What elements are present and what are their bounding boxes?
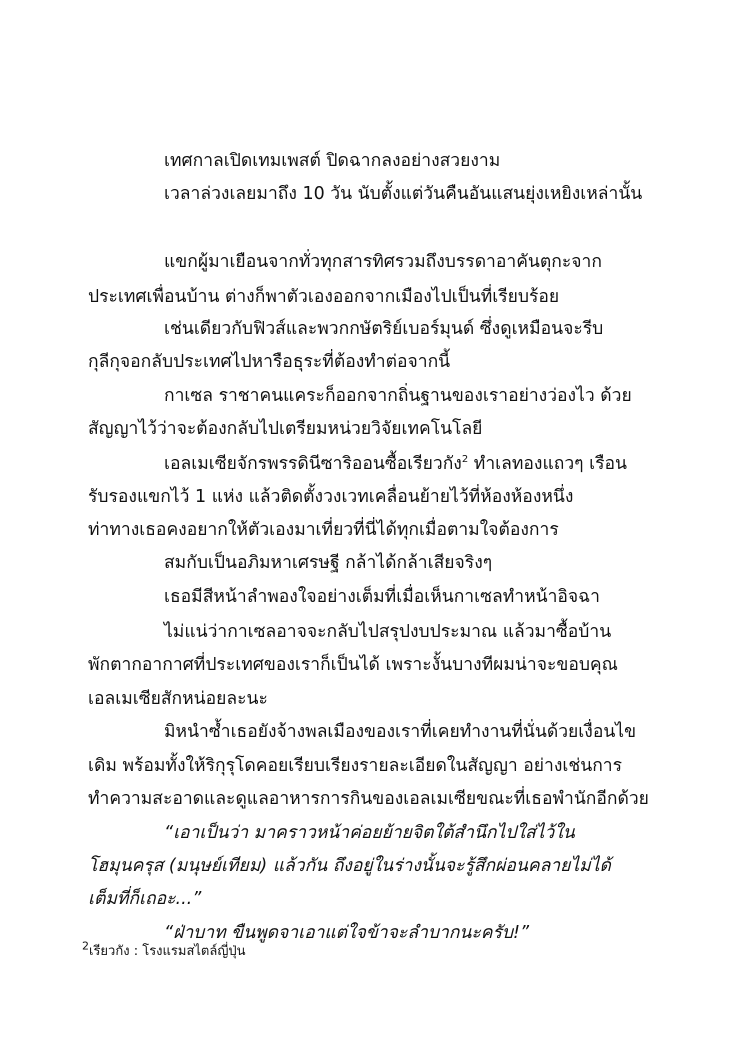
paragraph-line: เอลเมเซียสักหน่อยละนะ <box>88 689 268 709</box>
footnote-mark: 2 <box>82 939 89 953</box>
paragraph-line: รับรองแขกไว้ 1 แห่ง แล้วติดตั้งวงเวทเคลื่อนย้ายไว้ที่ห้องห้องหนึ่ง <box>88 487 574 507</box>
dialogue-line: “ฝ่าบาท ขืนพูดจาเอาแต่ใจข้าจะลำบากนะครับ!” <box>164 923 530 943</box>
line-text: ทำเลทองแถวๆ เรือน <box>468 454 627 474</box>
paragraph-line: ทำความสะอาดและดูแลอาหารการกินของเอลเมเซียขณะที่เธอพำนักอีกด้วย <box>88 789 649 809</box>
footnote-text: เรียวกัง : โรงแรมสไตล์ญี่ปุ่น <box>89 944 246 959</box>
dialogue-line: เต็มที่ก็เถอะ...” <box>88 889 202 909</box>
paragraph-line: ประเทศเพื่อนบ้าน ต่างก็พาตัวเองออกจากเมืองไปเป็นที่เรียบร้อย <box>88 287 560 307</box>
paragraph-line: สัญญาไว้ว่าจะต้องกลับไปเตรียมหน่วยวิจัยเทคโนโลยี <box>88 419 483 439</box>
dialogue-line: โฮมุนครุส (มนุษย์เทียม) แล้วกัน ถึงอยู่ในร่างนั้นจะรู้สึกผ่อนคลายไม่ได้ <box>88 856 611 876</box>
paragraph-line: ท่าทางเธอคงอยากให้ตัวเองมาเที่ยวที่นี่ได้ทุกเมื่อตามใจต้องการ <box>88 520 559 540</box>
paragraph-line: แขกผู้มาเยือนจากทั่วทุกสารทิศรวมถึงบรรดาอาคันตุกะจาก <box>164 252 602 272</box>
paragraph-line: กุลีกุจอกลับประเทศไปหารือธุระที่ต้องทำต่อจากนี้ <box>88 352 451 372</box>
footnote <box>82 939 246 962</box>
paragraph-line: เวลาล่วงเลยมาถึง 10 วัน นับตั้งแต่วันคืนอันแสนยุ่งเหยิงเหล่านั้น <box>164 184 643 204</box>
paragraph-line: เช่นเดียวกับฟิวส์และพวกกษัตริย์เบอร์มุนด์ ซึ่งดูเหมือนจะรีบ <box>164 319 604 339</box>
dialogue-line: “เอาเป็นว่า มาคราวหน้าค่อยย้ายจิตใต้สำนึกไปใส่ไว้ใน <box>164 823 575 843</box>
footnote-reference: 2 <box>461 454 469 466</box>
paragraph-line: เทศกาลเปิดเทมเพสต์ ปิดฉากลงอย่างสวยงาม <box>164 151 501 171</box>
line-text: เอลเมเซียจักรพรรดินีซาริออนซื้อเรียวกัง <box>164 454 462 474</box>
paragraph-line: พักตากอากาศที่ประเทศของเราก็เป็นได้ เพราะงั้นบางทีผมน่าจะขอบคุณ <box>88 655 618 675</box>
paragraph-line: ไม่แน่ว่ากาเซลอาจจะกลับไปสรุปงบประมาณ แล้วมาซื้อบ้าน <box>164 622 612 642</box>
paragraph-line: กาเซล ราชาคนแคระก็ออกจากถิ่นฐานของเราอย่างว่องไว ด้วย <box>164 386 632 406</box>
paragraph-line: สมกับเป็นอภิมหาเศรษฐี กล้าได้กล้าเสียจริงๆ <box>164 553 493 573</box>
paragraph-line: เดิม พร้อมทั้งให้ริกุรุโดคอยเรียบเรียงรายละเอียดในสัญญา อย่างเช่นการ <box>88 756 623 776</box>
paragraph-line: เธอมีสีหน้าลำพองใจอย่างเต็มที่เมื่อเห็นกาเซลทำหน้าอิจฉา <box>164 587 600 607</box>
paragraph-line: มิหนำซ้ำเธอยังจ้างพลเมืองของเราที่เคยทำงานที่นั่นด้วยเงื่อนไข <box>164 722 637 742</box>
paragraph-line <box>164 448 651 480</box>
